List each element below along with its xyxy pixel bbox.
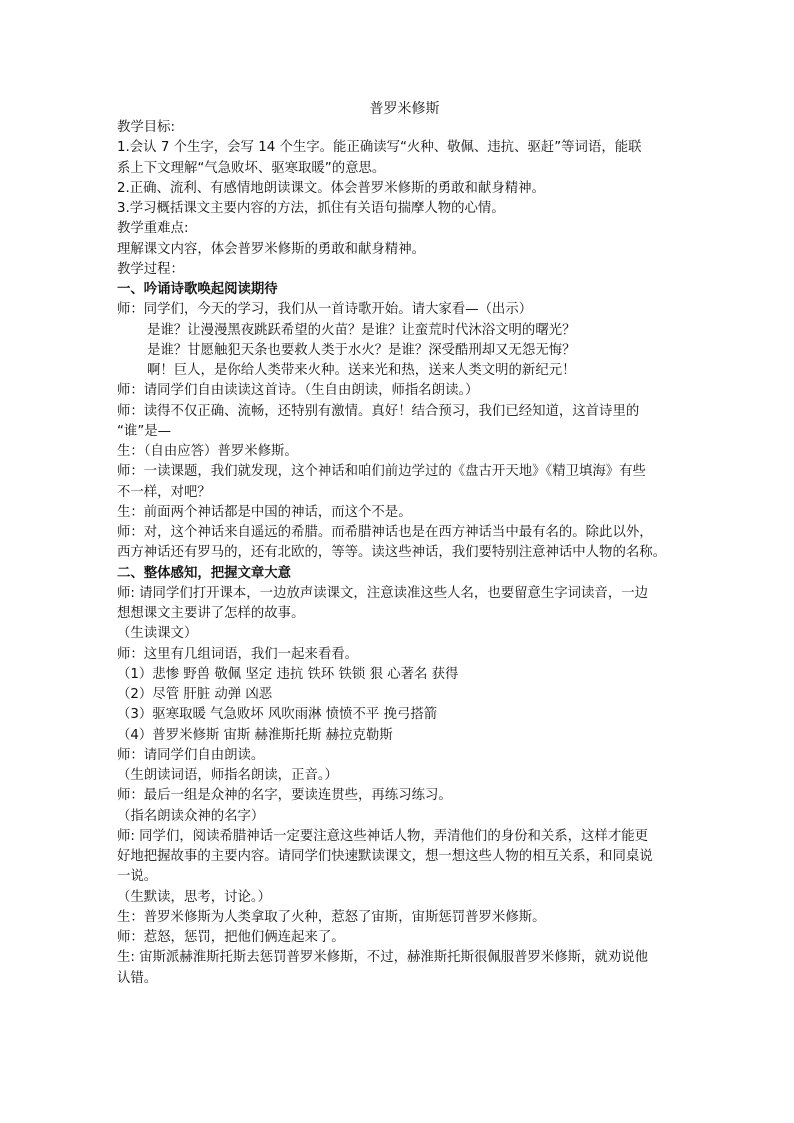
text-line: 教学重难点:: [117, 221, 189, 237]
text-line: 师：惹怒，惩罚，把他们俩连起来了。: [117, 930, 345, 945]
section-heading: 二、整体感知，把握文章大意: [117, 565, 292, 581]
text-line: 理解课文内容，体会普罗米修斯的勇敢和献身精神。: [117, 241, 425, 257]
text-line: 师：读得不仅正确、流畅，还特别有激情。真好！结合预习，我们已经知道，这首诗里的: [117, 403, 640, 419]
text-line: 想想课文主要讲了怎样的故事。: [117, 606, 305, 621]
text-line: 认错。: [117, 970, 158, 986]
text-line: 生：（自由应答）普罗米修斯。: [117, 444, 298, 459]
text-line: 2.正确、流利、有感情地朗读课文。体会普罗米修斯的勇敢和献身精神。: [117, 180, 545, 196]
text-line: 教学目标:: [117, 120, 176, 135]
text-line: （生读课文）: [117, 626, 198, 642]
text-line: 不一样，对吧？: [117, 484, 211, 500]
text-line: 好地把握故事的主要内容。请同学们快速默读课文，想一想这些人物的相互关系，和同桌说: [117, 849, 653, 864]
text-line: 一说。: [117, 869, 158, 885]
text-line: 师：一读课题，我们就发现，这个神话和咱们前边学过的《盘古开天地》《精卫填海》有些: [117, 464, 646, 480]
text-line: 师: 请同学们打开课本，一边放声读课文，注意读准这些人名，也要留意生字词读音，一边: [117, 585, 648, 601]
section-heading: 一、吟诵诗歌唤起阅读期待: [117, 282, 278, 297]
text-line: 生：前面两个神话都是中国的神话，而这个不是。: [117, 504, 412, 520]
text-line: 3.学习概括课文主要内容的方法，抓住有关语句揣摩人物的心情。: [117, 201, 505, 216]
text-line: （3）驱寒取暖 气急败坏 风吹雨淋 愤愤不平 挽弓搭箭: [117, 707, 438, 723]
text-line: （2）尽管 肝脏 动弹 凶恶: [117, 687, 273, 702]
text-line: 西方神话还有罗马的，还有北欧的，等等。读这些神话，我们要特别注意神话中人物的名称。: [117, 545, 667, 561]
text-line: （生朗读词语，师指名朗读，正音。）: [117, 768, 338, 783]
text-line: “谁”是—: [117, 423, 172, 439]
text-line: 师：请同学们自由读读这首诗。（生自由朗读，师指名朗读。）: [117, 383, 479, 399]
text-line: 师：同学们，今天的学习，我们从一首诗歌开始。请大家看—（出示）: [117, 302, 533, 318]
text-line: 师：这里有几组词语，我们一起来看看。: [117, 646, 359, 662]
text-line: 1.会认 7 个生字，会写 14 个生字。能正确读写“火种、敬佩、违抗、驱赶”等词语，能联: [117, 140, 642, 156]
text-line: 师：请同学们自由朗读。: [117, 747, 265, 763]
text-line: 是谁？让漫漫黑夜跳跃希望的火苗？是谁？让蛮荒时代沐浴文明的曙光？: [147, 322, 576, 338]
text-line: 师: 同学们，阅读希腊神话一定要注意这些神话人物，弄清他们的身份和关系，这样才能更: [117, 828, 648, 844]
document-body: [117, 99, 692, 989]
text-line: （指名朗读众神的名字）: [117, 808, 265, 824]
text-line: （4）普罗米修斯 宙斯 赫淮斯托斯 赫拉克勒斯: [117, 727, 393, 743]
text-line: （生默读，思考，讨论。）: [117, 889, 271, 905]
text-line: 系上下文理解“气急败坏、驱寒取暖”的意思。: [117, 160, 386, 176]
text-line: 生: 宙斯派赫淮斯托斯去惩罚普罗米修斯，不过，赫淮斯托斯很佩服普罗米修斯，就劝说他: [117, 950, 648, 966]
text-line: （1）悲惨 野兽 敬佩 坚定 违抗 铁环 铁锁 狠 心著名 获得: [117, 666, 459, 682]
document-lines: [117, 118, 692, 989]
text-line: 教学过程：: [117, 261, 184, 277]
text-line: 师：最后一组是众神的名字，要读连贯些，再练习练习。: [117, 788, 452, 804]
text-line: 生：普罗米修斯为人类拿取了火种，惹怒了宙斯，宙斯惩罚普罗米修斯。: [117, 909, 546, 925]
text-line: 师：对，这个神话来自遥远的希腊。而希腊神话也是在西方神话当中最有名的。除此以外，: [117, 525, 653, 540]
text-line: 是谁？甘愿触犯天条也要救人类于水火？是谁？深受酷刑却又无怨无悔？: [147, 342, 576, 358]
text-line: 啊！巨人，是你给人类带来火种。送来光和热，送来人类文明的新纪元！: [147, 363, 576, 378]
document-title: 普罗米修斯: [369, 101, 440, 117]
